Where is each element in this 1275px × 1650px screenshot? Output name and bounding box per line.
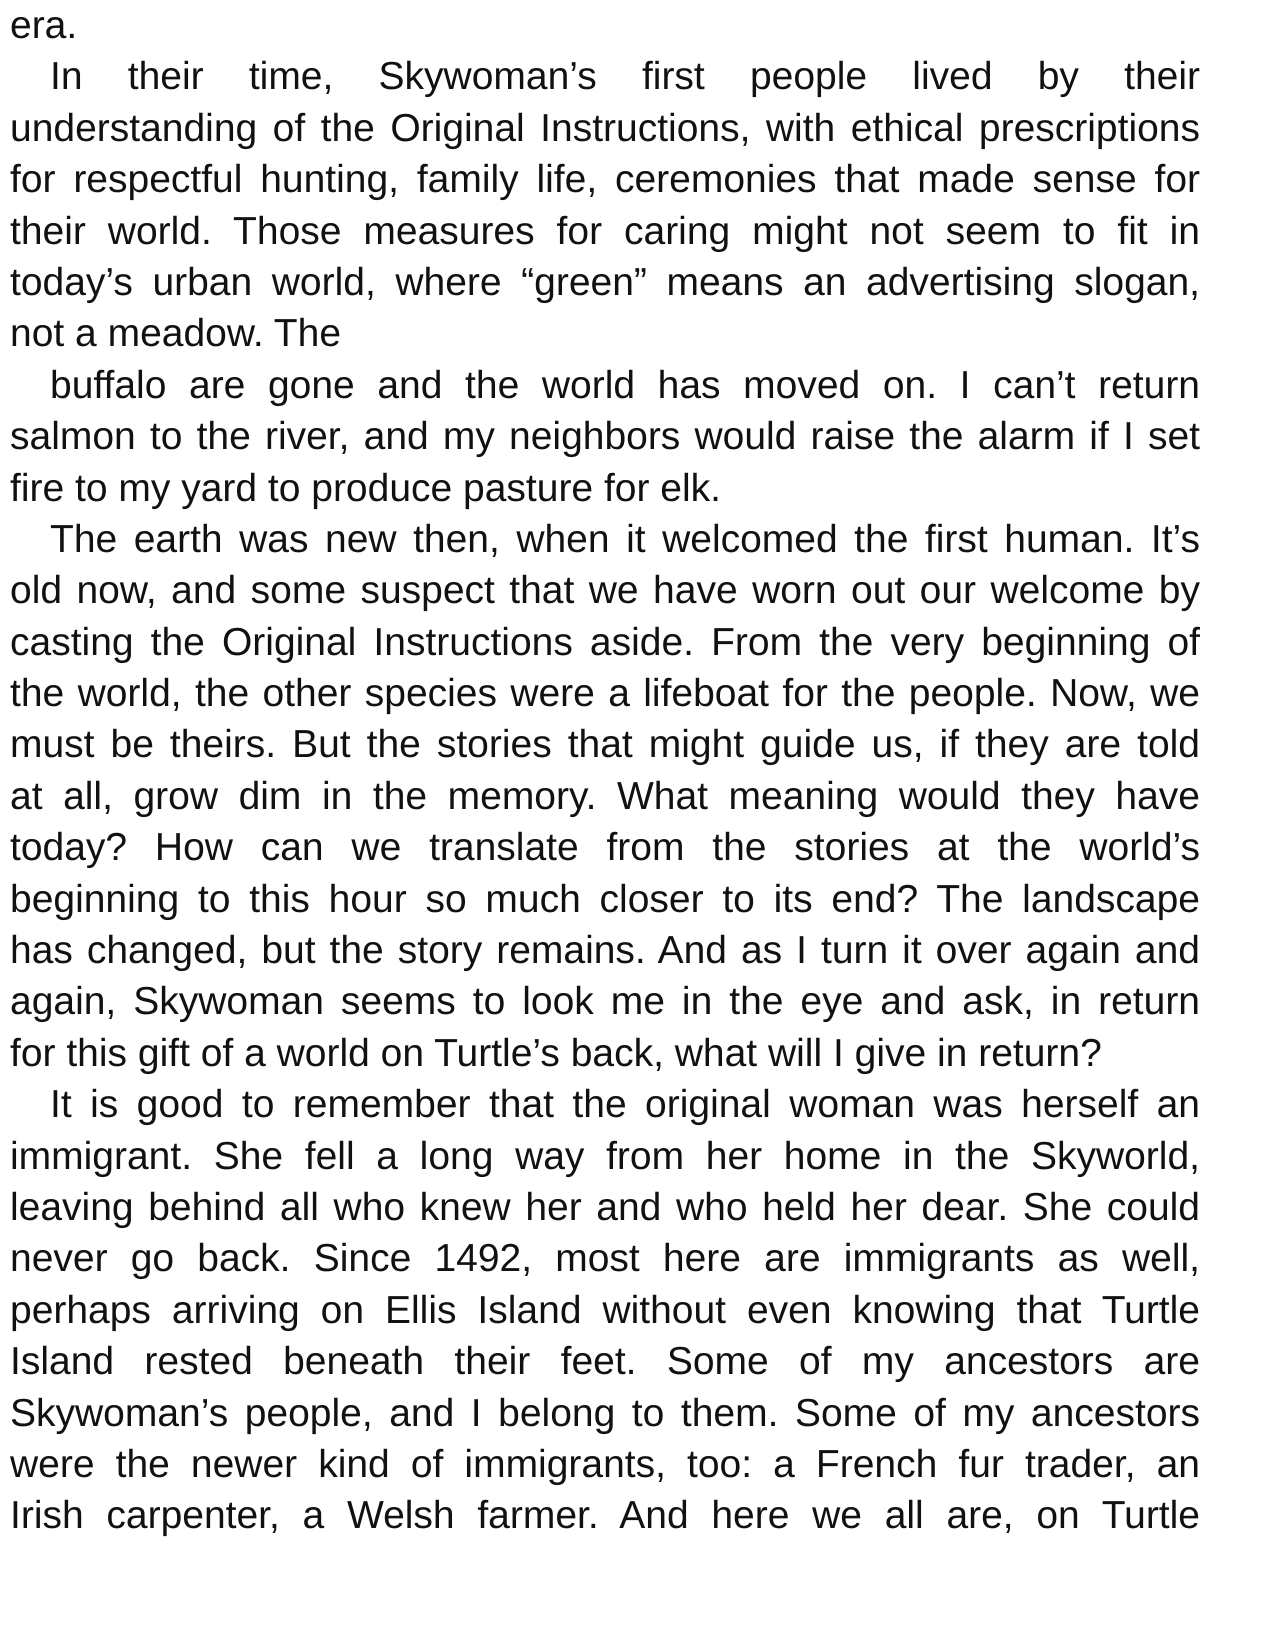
- text-line: immigrant. She fell a long way from her home in the Skyworld,: [10, 1134, 1200, 1178]
- text-line: fire to my yard to produce pasture for elk.: [10, 466, 721, 510]
- text-line: their world. Those measures for caring might not seem to fit in: [10, 209, 1200, 253]
- text-line: has changed, but the story remains. And as I turn it over again and: [10, 929, 1200, 973]
- text-line: Island rested beneath their feet. Some of my ancestors are: [10, 1340, 1200, 1384]
- text-line: again, Skywoman seems to look me in the eye and ask, in return: [10, 980, 1200, 1024]
- text-line: for this gift of a world on Turtle’s back, what will I give in return?: [10, 1031, 1102, 1075]
- text-line: era.: [10, 4, 78, 47]
- text-line: In their time, Skywoman’s first people lived by their: [50, 55, 1200, 99]
- text-line: It is good to remember that the original woman was herself an: [50, 1083, 1200, 1127]
- text-line: never go back. Since 1492, most here are immigrants as well,: [10, 1237, 1200, 1281]
- text-line: beginning to this hour so much closer to its end? The landscape: [10, 877, 1200, 921]
- text-line: for respectful hunting, family life, ceremonies that made sense for: [10, 158, 1200, 202]
- text-line: understanding of the Original Instructions, with ethical prescriptions: [10, 106, 1200, 150]
- text-line: at all, grow dim in the memory. What meaning would they have: [10, 774, 1200, 818]
- text-line: the world, the other species were a lifeboat for the people. Now, we: [10, 672, 1200, 716]
- text-line: leaving behind all who knew her and who held her dear. She could: [10, 1185, 1200, 1229]
- text-line: not a meadow. The: [10, 312, 342, 356]
- text-line: old now, and some suspect that we have worn out our welcome by: [10, 569, 1200, 613]
- text-line: buffalo are gone and the world has moved on. I can’t return: [50, 363, 1200, 407]
- text-line: Skywoman’s people, and I belong to them. Some of my ancestors: [10, 1391, 1200, 1435]
- text-line: today’s urban world, where “green” means an advertising slogan,: [10, 260, 1200, 304]
- document-page: [10, 0, 1200, 1542]
- text-line: Irish carpenter, a Welsh farmer. And here we all are, on Turtle: [10, 1494, 1200, 1538]
- text-line: must be theirs. But the stories that might guide us, if they are told: [10, 723, 1200, 767]
- text-line: salmon to the river, and my neighbors would raise the alarm if I set: [10, 415, 1200, 459]
- text-line: The earth was new then, when it welcomed the first human. It’s: [50, 517, 1200, 561]
- text-line: today? How can we translate from the stories at the world’s: [10, 826, 1200, 870]
- text-line: were the newer kind of immigrants, too: a French fur trader, an: [10, 1442, 1200, 1486]
- text-line: perhaps arriving on Ellis Island without even knowing that Turtle: [10, 1288, 1200, 1332]
- text-line: casting the Original Instructions aside. From the very beginning of: [10, 620, 1200, 664]
